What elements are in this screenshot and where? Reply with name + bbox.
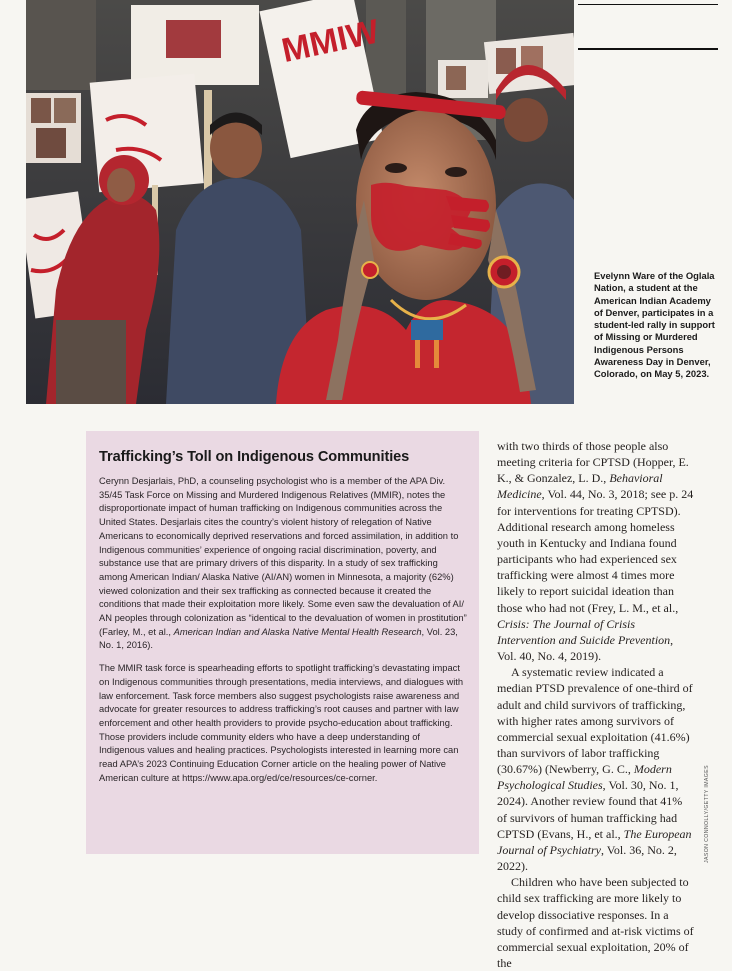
body-p1-journal-2: Crisis: The Journal of Crisis Intervention and Suicide Prevention — [497, 616, 671, 647]
body-p2-b: , Vol. 30, No. 1, 2024). Another review found that 41% of survivors of human trafficking had CPTSD (Evans, H., et al., — [497, 778, 683, 841]
rally-photo-illustration — [26, 0, 574, 404]
sidebar-title: Trafficking’s Toll on Indigenous Communities — [99, 449, 410, 465]
body-column — [497, 438, 695, 971]
body-p1-c: , Vol. 40, No. 4, 2019). — [497, 632, 674, 664]
photo-credit-text: JASON CONNOLLY/GETTY IMAGES — [704, 765, 710, 863]
body-p2-journal-1: Modern Psychological Studies — [497, 762, 672, 793]
sidebar-p1-end: , Vol. 23, No. 1, 2016). — [99, 626, 458, 651]
body-paragraph-3: Children who have been subjected to child sex trafficking are more likely to develop dissociative responses. In a study of confirmed and at-risk victims of commercial sexual exploitation, 20% of the — [497, 875, 694, 970]
body-paragraph-1 — [497, 438, 695, 664]
body-p2-c: , Vol. 36, No. 2, 2022). — [497, 842, 677, 874]
header-rule-bottom — [578, 48, 718, 50]
sidebar-paragraph-1 — [99, 475, 467, 653]
sidebar-box — [86, 431, 479, 854]
body-paragraph-2 — [497, 664, 695, 874]
body-p2-journal-2: The European Journal of Psychiatry — [497, 826, 692, 857]
photo-caption: Evelynn Ware of the Oglala Nation, a student at the American Indian Academy of Denver, participates in a student-led rally in support of Missing or Murdered Indigenous Persons Awareness Day in Denver, Colorado, on May 5, 2023. — [594, 270, 715, 380]
rally-photo — [26, 0, 574, 404]
body-p2-a: A systematic review indicated a median PTSD prevalence of one-third of adult and child survivors of trafficking, with higher rates among survivors of commercial sexual exploitation (41.6%) than survivors of labor trafficking (30.67%) (Newberry, G. C., — [497, 665, 693, 777]
sidebar-p1-journal: American Indian and Alaska Native Mental Health Research — [173, 626, 422, 637]
body-p1-a: with two thirds of those people also meeting criteria for CPTSD (Hopper, E. K., & Gonzalez, L. D., — [497, 439, 689, 486]
sidebar-paragraph-2: The MMIR task force is spearheading efforts to spotlight trafficking’s devastating impact on Indigenous communities through presentations, media interviews, and dialogues with law enforcement. Task force members also suggest psychologists raise awareness and advocate for greater resources to address trafficking’s root causes and partner with law enforcement and other health providers to provide psycho-education about trafficking. Those providers include community elders who have a deep understanding of Indigenous values and healing practices. Psychologists interested in learning more can read APA’s 2023 Continuing Education Corner article on the healing power of Native American culture at https://www.apa.org/ed/ce/resources/ce-corner. — [99, 663, 464, 783]
sign-mmiw-text: MMIW — [278, 12, 383, 71]
sidebar-p1-text: Cerynn Desjarlais, PhD, a counseling psychologist who is a member of the APA Div. 35/45 Task Force on Missing and Murdered Indigenous Relatives (MMIR), notes the disproportionate impact of human trafficking on Indigenous communities across the United States. Desjarlais cites the country’s violent history of relegation of Native Americans to economically deprived reservations and forced assimilation, in addition to Indigenous communities’ experience of ongoing racial discrimination, poverty, and substance use that are primary drivers of this disparity. In a study of sex trafficking among American Indian/ Alaska Native (AI/AN) women in Minnesota, a majority (62%) viewed colonization and their sex trafficking as connected because it created the conditions that made their exploitation more likely. Some even saw the devaluation of AI/ AN peoples through colonization as “identical to the devaluation of women in prostitution” (Farley, M., et al., — [99, 476, 467, 637]
body-p1-journal-1: Behavioral Medicine — [497, 471, 663, 502]
header-rule-top — [578, 4, 718, 5]
body-p1-b: , Vol. 44, No. 3, 2018; see p. 24 for interventions for treating CPTSD). Additional research among homeless youth in Kentucky and Indiana found participants who had experienced sex trafficking were almost 4 times more likely to report suicidal ideation than those who had not (Frey, L. M., et al., — [497, 487, 694, 615]
photo-credit — [704, 765, 714, 865]
